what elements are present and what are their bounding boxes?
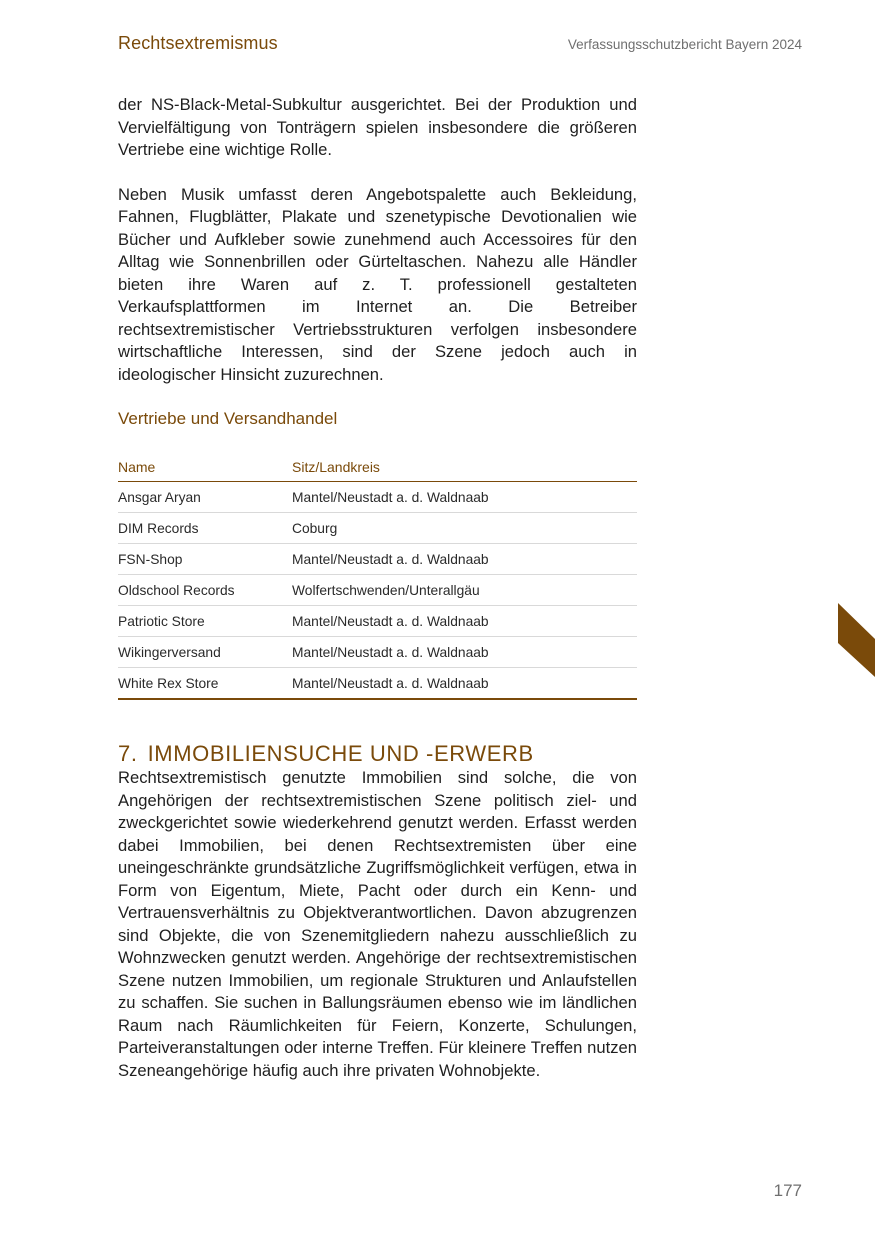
column-header-location: Sitz/Landkreis xyxy=(292,459,637,482)
section-heading xyxy=(118,741,637,767)
cell-name: Patriotic Store xyxy=(118,606,292,637)
cell-name: Wikingerversand xyxy=(118,637,292,668)
distributors-table xyxy=(118,459,637,700)
running-header-chapter: Rechtsextremismus xyxy=(118,33,278,53)
cell-location: Mantel/Neustadt a. d. Waldnaab xyxy=(292,637,637,668)
body-paragraph-2: Neben Musik umfasst deren Angebotspalette auch Bekleidung, Fahnen, Flugblätter, Plakate und szenetypische Devotionalien wie Bücher und Aufkleber sowie zunehmend auch Accessoires für den Alltag wie Sonnenbrillen oder Gürteltaschen. Nahezu alle Händler bieten ihre Waren auf z. T. professionell gestalteten Verkaufsplattformen im Internet an. Die Betreiber rechtsextremistischer Vertriebsstrukturen verfolgen insbesondere wirtschaftliche Interessen, sind der Szene jedoch auch in ideologischer Hinsicht zuzurechnen. xyxy=(118,184,637,384)
table-row xyxy=(118,575,637,606)
cell-location: Wolfertschwenden/Unterallgäu xyxy=(292,575,637,606)
cell-name: Oldschool Records xyxy=(118,575,292,606)
cell-location: Mantel/Neustadt a. d. Waldnaab xyxy=(292,544,637,575)
cell-name: DIM Records xyxy=(118,513,292,544)
cell-location: Mantel/Neustadt a. d. Waldnaab xyxy=(292,668,637,700)
body-paragraph-1: der NS-Black-Metal-Subkultur ausgerichtet. Bei der Produktion und Vervielfältigung von Tonträgern spielen insbesondere die größeren Vertriebe eine wichtige Rolle. xyxy=(118,95,637,159)
table-row xyxy=(118,544,637,575)
cell-location: Mantel/Neustadt a. d. Waldnaab xyxy=(292,606,637,637)
section-number: 7. xyxy=(118,741,138,766)
cell-location: Mantel/Neustadt a. d. Waldnaab xyxy=(292,482,637,513)
section-title-text: IMMOBILIENSUCHE UND -ERWERB xyxy=(147,741,534,766)
running-header-report-title: Verfassungsschutzbericht Bayern 2024 xyxy=(567,37,802,52)
table-header-row xyxy=(118,459,637,482)
cell-name: FSN-Shop xyxy=(118,544,292,575)
chapter-tab-marker-icon xyxy=(838,603,875,677)
page-number: 177 xyxy=(773,1181,802,1200)
cell-name: Ansgar Aryan xyxy=(118,482,292,513)
table-title: Vertriebe und Versandhandel xyxy=(118,409,338,428)
section-body-paragraph: Rechtsextremistisch genutzte Immobilien sind solche, die von Angehörigen der rechtsextremistischen Szene politisch ziel- und zweckgerichtet sowie wiederkehrend genutzt werden. Erfasst werden dabei Immobilien, bei denen Rechtsextremisten über eine uneingeschränkte grundsätzliche Zugriffsmöglichkeit verfügen, etwa in Form von Eigentum, Miete, Pacht oder durch ein Kenn- und Vertrauensverhältnis zu Objektverantwortlichen. Davon abzugrenzen sind Objekte, die von Szenemitgliedern nahezu ausschließlich zu Wohnzwecken genutzt werden. Angehörige der rechtsextremistischen Szene nutzen Immobilien, um regionale Strukturen und Anlaufstellen zu schaffen. Sie suchen in Ballungsräumen ebenso wie im ländlichen Raum nach Räumlichkeiten für Feiern, Konzerte, Schulungen, Parteiveranstaltungen oder interne Treffen. Für kleinere Treffen nutzen Szeneangehörige häufig auch ihre privaten Wohnobjekte. xyxy=(118,768,637,1080)
cell-name: White Rex Store xyxy=(118,668,292,700)
table-row xyxy=(118,637,637,668)
page-content xyxy=(118,94,637,1082)
table-row xyxy=(118,606,637,637)
table-row xyxy=(118,668,637,700)
table-row xyxy=(118,513,637,544)
cell-location: Coburg xyxy=(292,513,637,544)
table-row xyxy=(118,482,637,513)
column-header-name: Name xyxy=(118,459,292,482)
